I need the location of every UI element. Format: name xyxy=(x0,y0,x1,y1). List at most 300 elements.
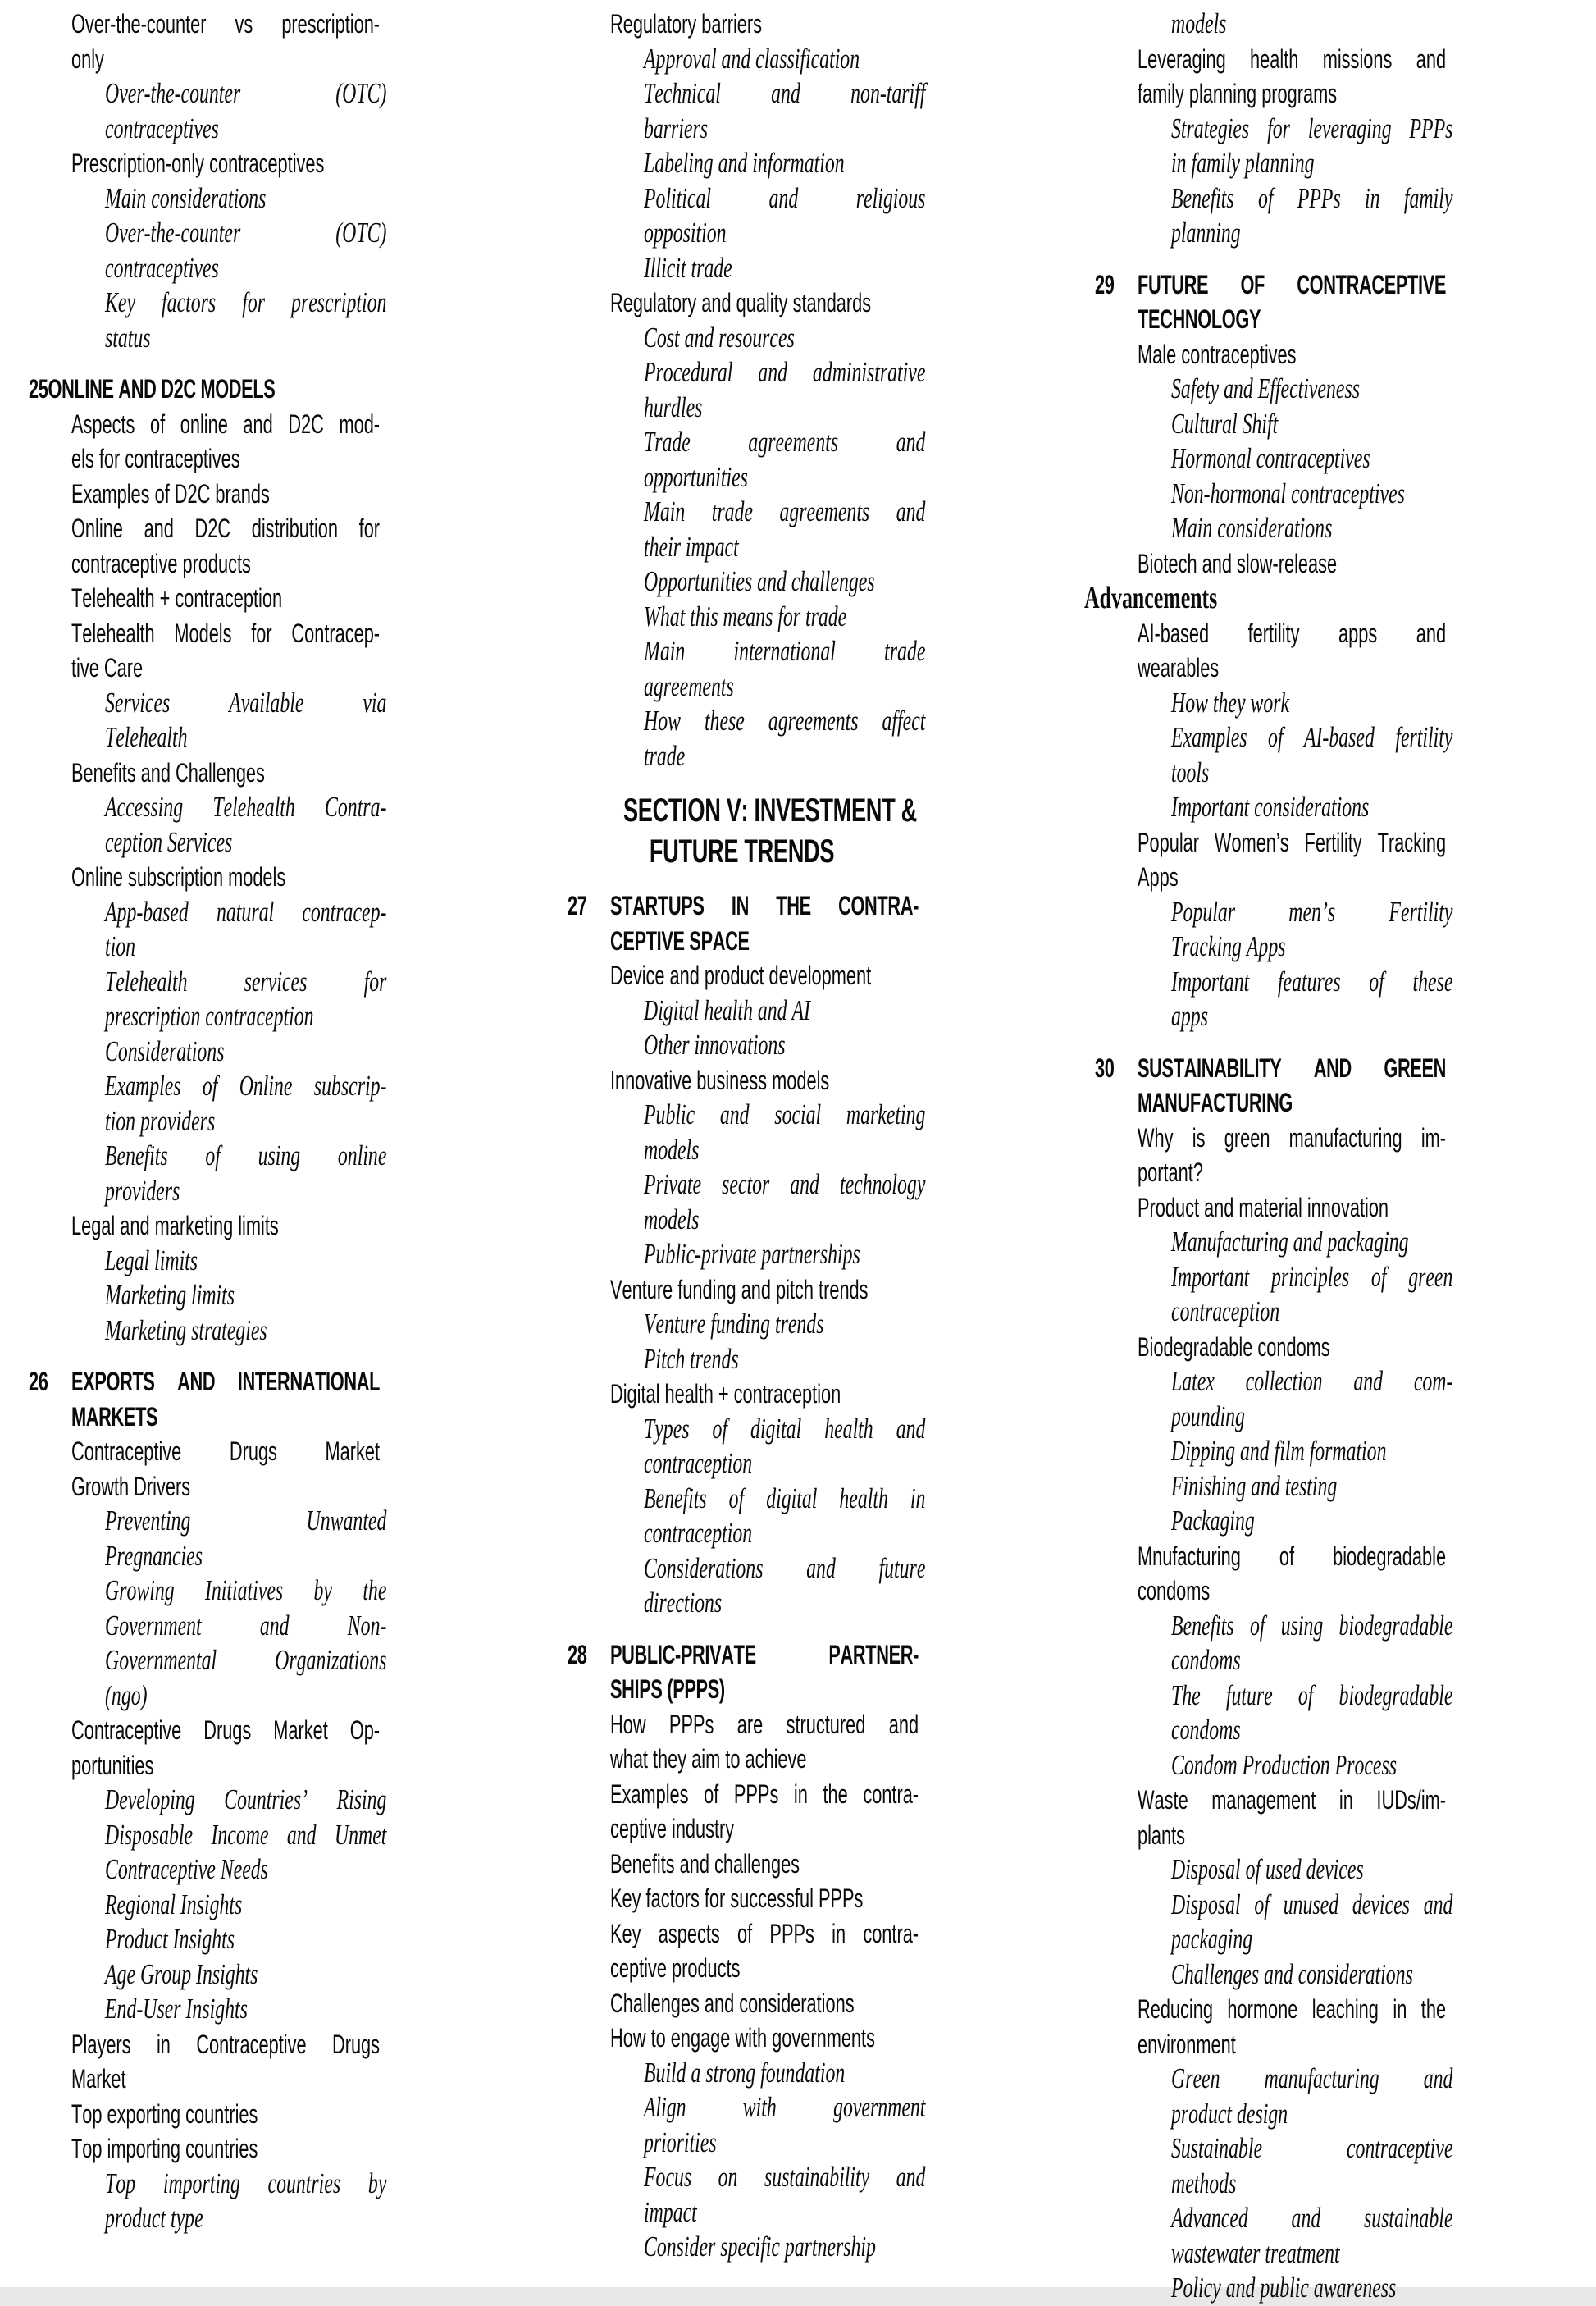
text-line: How to engage with governments xyxy=(610,2023,875,2053)
toc-subentry xyxy=(568,1412,926,1482)
text-line: How they work xyxy=(1171,686,1290,719)
text-line: Contraceptive Drugs Market xyxy=(71,1436,381,1466)
text-line: Benefits of using biodegradable xyxy=(1171,1609,1453,1642)
text-line: Cultural Shift xyxy=(1171,407,1279,440)
text-line: Examples of PPPs in the contra- xyxy=(610,1779,919,1809)
text-line: directions xyxy=(644,1587,723,1619)
text-line: models xyxy=(1171,7,1227,39)
text-line: App-based natural contracep- xyxy=(105,895,387,928)
text-line: Apps xyxy=(1138,862,1179,892)
text-line: Sustainable contraceptive xyxy=(1171,2132,1453,2164)
text-line: Key factors for successful PPPs xyxy=(610,1884,864,1913)
toc-entry xyxy=(29,407,381,477)
text-line: Dipping and film formation xyxy=(1171,1435,1387,1467)
text-line: priorities xyxy=(644,2126,717,2158)
text-line: ceptive industry xyxy=(610,1814,735,1843)
toc-chapter-heading xyxy=(29,372,381,407)
toc-column-right xyxy=(1084,7,1453,2306)
text-line: packaging xyxy=(1171,1923,1253,1955)
text-line: Align with government xyxy=(644,2091,926,2123)
text-line: Types of digital health and xyxy=(644,1412,926,1445)
toc-entry xyxy=(1095,546,1448,582)
text-line: Developing Countries’ Rising xyxy=(105,1783,387,1815)
text-line: Political and religious xyxy=(644,181,926,214)
toc-subentry xyxy=(568,495,926,564)
text-line: Regulatory barriers xyxy=(610,9,763,39)
text-line: prescription contraception xyxy=(105,1000,314,1032)
toc-entry xyxy=(1095,1783,1448,1852)
toc-subentry xyxy=(1095,1260,1453,1330)
toc-subentry xyxy=(568,1342,916,1377)
text-line: Main considerations xyxy=(1171,512,1333,544)
text-line: condoms xyxy=(1171,1714,1241,1746)
toc-subentry xyxy=(1095,686,1448,721)
toc-subentry xyxy=(29,216,387,285)
text-line: Top importing countries xyxy=(71,2134,258,2163)
toc-entry xyxy=(568,1986,916,2021)
toc-subentry xyxy=(1095,2131,1453,2201)
toc-subentry xyxy=(568,634,926,704)
chapter-number: 29 xyxy=(1095,269,1115,299)
text-line: Biodegradable condoms xyxy=(1138,1331,1330,1362)
toc-entry xyxy=(1095,1330,1448,1365)
toc-entry xyxy=(29,581,381,616)
text-line: contraception xyxy=(644,1447,753,1479)
toc-subentry xyxy=(29,1573,387,1713)
toc-subentry xyxy=(1095,441,1448,477)
toc-entry xyxy=(29,616,381,686)
toc-subentry xyxy=(568,425,926,495)
toc-entry xyxy=(568,1881,916,1916)
text-line: Benefits and challenges xyxy=(610,1848,800,1879)
text-line: Procedural and administrative xyxy=(644,356,926,388)
text-line: Other innovations xyxy=(644,1029,786,1061)
toc-subentry xyxy=(29,686,387,756)
text-line: PUBLIC-PRIVATE PARTNER- xyxy=(610,1639,919,1669)
text-line: product type xyxy=(105,2202,203,2234)
text-line: Important considerations xyxy=(1171,791,1370,823)
text-line: what they aim to achieve xyxy=(610,1744,807,1774)
text-line: Growing Initiatives by the xyxy=(105,1574,387,1606)
toc-chapter-heading xyxy=(1095,1051,1448,1121)
toc-subentry xyxy=(568,1028,916,1063)
text-line: Cost and resources xyxy=(644,321,795,354)
text-line: opportunities xyxy=(644,460,748,493)
text-line: contraceptive products xyxy=(71,548,251,578)
text-line: Players in Contraceptive Drugs xyxy=(71,2029,381,2059)
text-line: Main international trade xyxy=(644,635,926,667)
text-line: Digital health and AI xyxy=(644,993,810,1026)
text-line: Hormonal contraceptives xyxy=(1171,442,1370,474)
text-line: Consider specific partnership xyxy=(644,2231,876,2263)
toc-subentry xyxy=(29,1069,387,1139)
toc-subentry xyxy=(568,1237,916,1272)
text-line: Regional Insights xyxy=(105,1888,243,1920)
toc-entry xyxy=(1095,1539,1448,1609)
text-line: Product Insights xyxy=(105,1923,235,1955)
text-line: Labeling and information xyxy=(644,147,845,179)
text-line: models xyxy=(644,1203,700,1235)
toc-entry xyxy=(568,285,916,321)
chapter-number: 26 xyxy=(29,1367,48,1396)
text-line: Contraceptive Needs xyxy=(105,1853,268,1885)
text-line: Growth Drivers xyxy=(71,1471,191,1501)
text-line: Marketing strategies xyxy=(105,1313,267,1346)
toc-subentry xyxy=(1095,1434,1448,1469)
text-line: Disposable Income and Unmet xyxy=(105,1818,387,1851)
toc-subentry xyxy=(29,1313,381,1349)
toc-subentry xyxy=(1095,895,1453,965)
toc-subentry xyxy=(1095,1852,1448,1888)
toc-entry xyxy=(29,2131,381,2167)
toc-subentry xyxy=(1095,2201,1453,2271)
toc-subentry xyxy=(568,76,926,146)
toc-subentry xyxy=(29,1957,381,1993)
text-line: Private sector and technology xyxy=(644,1168,926,1200)
toc-subentry xyxy=(29,1783,387,1888)
toc-subentry xyxy=(29,1504,387,1573)
text-line: Main trade agreements and xyxy=(644,495,926,527)
text-line: contraceptives xyxy=(105,112,219,144)
text-line: What this means for trade xyxy=(644,600,847,632)
chapter-number: 30 xyxy=(1095,1053,1115,1083)
chapter-number: 28 xyxy=(568,1639,587,1669)
text-line: providers xyxy=(105,1174,180,1207)
text-line: Biotech and slow-release xyxy=(1138,548,1338,578)
toc-subentry xyxy=(29,1278,381,1313)
toc-entry xyxy=(568,7,916,42)
text-line: tools xyxy=(1171,756,1210,788)
text-line: in family planning xyxy=(1171,147,1315,179)
text-line: Key aspects of PPPs in contra- xyxy=(610,1918,919,1948)
text-line: contraceptives xyxy=(105,251,219,284)
text-line: SHIPS (PPPS) xyxy=(610,1674,725,1704)
text-line: Considerations xyxy=(105,1034,225,1067)
text-line: Build a strong foundation xyxy=(644,2056,846,2089)
text-line: Benefits of using online xyxy=(105,1139,387,1171)
text-line: Main considerations xyxy=(105,181,267,214)
toc-column-left xyxy=(29,7,387,2236)
text-line: Accessing Telehealth Contra- xyxy=(105,791,387,823)
toc-subentry xyxy=(568,993,916,1029)
text-line: opposition xyxy=(644,217,727,249)
toc-subentry xyxy=(1095,477,1448,512)
toc-subentry xyxy=(1095,1225,1448,1260)
text-line: Public and social marketing xyxy=(644,1098,926,1130)
toc-entry xyxy=(29,1434,381,1504)
text-line: Digital health + contraception xyxy=(610,1379,841,1409)
text-line: SUSTAINABILITY AND GREEN xyxy=(1138,1053,1447,1083)
toc-subentry xyxy=(1095,1609,1453,1678)
text-line: Condom Production Process xyxy=(1171,1748,1398,1781)
toc-subentry xyxy=(29,76,387,146)
text-line: Top importing countries by xyxy=(105,2167,387,2199)
text-line: Strategies for leveraging PPPs xyxy=(1171,112,1453,144)
toc-column-center xyxy=(568,7,926,2265)
text-line: Public-private partnerships xyxy=(644,1238,860,1270)
toc-chapter-heading xyxy=(568,888,919,958)
toc-subentry xyxy=(1095,511,1448,546)
toc-entry xyxy=(1095,616,1448,686)
toc-entry xyxy=(1095,1190,1448,1226)
text-line: STARTUPS IN THE CONTRA- xyxy=(610,891,919,920)
toc-subentry xyxy=(568,1167,926,1237)
text-line: Over-the-counter (OTC) xyxy=(105,77,387,109)
toc-subentry xyxy=(1095,372,1448,407)
text-line: ceptive products xyxy=(610,1953,741,1983)
text-line: Why is green manufacturing im- xyxy=(1138,1122,1447,1153)
text-line: apps xyxy=(1171,1000,1208,1032)
text-line: CEPTIVE SPACE xyxy=(610,925,750,956)
text-line: wearables xyxy=(1138,653,1220,683)
toc-entry xyxy=(1095,1992,1448,2062)
text-line: Examples of AI-based fertility xyxy=(1171,721,1453,753)
text-line: End-User Insights xyxy=(105,1993,248,2025)
text-line: Pregnancies xyxy=(105,1539,203,1572)
toc-entry xyxy=(568,1847,916,1882)
text-line: Contraceptive Drugs Market Op- xyxy=(71,1715,381,1745)
text-line: Venture funding and pitch trends xyxy=(610,1274,869,1304)
text-line: Important features of these xyxy=(1171,965,1453,998)
text-line: Age Group Insights xyxy=(105,1957,258,1990)
toc-entry xyxy=(1095,825,1448,895)
toc-subentry xyxy=(568,2160,926,2230)
text-line: AI-based fertility apps and xyxy=(1138,618,1447,648)
text-line xyxy=(29,372,381,407)
text-line: environment xyxy=(1138,2029,1236,2059)
text-line: planning xyxy=(1171,217,1241,249)
text-line: only xyxy=(71,43,104,74)
text-line: Disposal of used devices xyxy=(1171,1853,1364,1885)
text-line: Packaging xyxy=(1171,1505,1255,1537)
text-line: status xyxy=(105,321,151,354)
toc-subentry xyxy=(568,2230,916,2265)
text-line: Online subscription models xyxy=(71,862,286,892)
text-line: Venture funding trends xyxy=(644,1308,824,1340)
toc-subentry xyxy=(29,181,381,217)
toc-entry xyxy=(29,146,381,181)
toc-subentry xyxy=(568,355,926,425)
toc-entry xyxy=(1095,1121,1448,1190)
text-line: portant? xyxy=(1138,1158,1203,1187)
text-line: Advancements xyxy=(1084,581,1218,615)
toc-entry xyxy=(29,860,381,895)
text-line: Telehealth Models for Contracep- xyxy=(71,618,381,648)
toc-entry xyxy=(29,477,381,512)
text-line: Disposal of unused devices and xyxy=(1171,1888,1453,1920)
toc-entry xyxy=(568,1777,919,1847)
text-line: Safety and Effectiveness xyxy=(1171,372,1360,404)
text-line: Device and product development xyxy=(610,961,872,990)
text-line: trade xyxy=(644,739,686,772)
toc-entry xyxy=(29,2027,381,2097)
toc-entry xyxy=(568,958,916,993)
text-line: Considerations and future xyxy=(644,1551,926,1584)
text-line: Regulatory and quality standards xyxy=(610,288,872,317)
text-line: Benefits and Challenges xyxy=(71,757,265,788)
toc-subentry xyxy=(29,790,387,860)
text-line: Popular men’s Fertility xyxy=(1171,895,1453,928)
text-line: Approval and classification xyxy=(644,42,860,75)
text-line: pounding xyxy=(1171,1400,1245,1432)
text-line: barriers xyxy=(644,112,709,144)
toc-subentry xyxy=(29,1922,381,1957)
text-line: Product and material innovation xyxy=(1138,1192,1389,1222)
text-line: Waste management in IUDs/im- xyxy=(1138,1785,1447,1815)
toc-chapter-heading xyxy=(29,1364,381,1434)
text-line: Important principles of green xyxy=(1171,1260,1453,1293)
text-line: Policy and public awareness xyxy=(1171,2272,1397,2304)
text-line: Online and D2C distribution for xyxy=(71,514,381,543)
text-line: How PPPs are structured and xyxy=(610,1709,919,1739)
text-line: Advanced and sustainable xyxy=(1171,2202,1453,2234)
text-line: family planning programs xyxy=(1138,79,1338,108)
toc-subentry xyxy=(568,146,916,181)
toc-subentry xyxy=(1095,2271,1448,2306)
text-line: FUTURE TRENDS xyxy=(649,833,835,870)
text-line: agreements xyxy=(644,669,734,702)
toc-subentry xyxy=(568,321,916,356)
text-line: Market xyxy=(71,2064,126,2094)
toc-subentry xyxy=(568,1482,926,1551)
toc-entry xyxy=(29,1208,381,1244)
text-line: Aspects of online and D2C mod- xyxy=(71,409,381,439)
toc-subentry xyxy=(1095,1504,1448,1539)
toc-subentry xyxy=(1095,1748,1448,1783)
toc-subentry xyxy=(29,1992,381,2027)
text-line: els for contraceptives xyxy=(71,444,240,473)
toc-entry xyxy=(568,1916,919,1986)
text-line: Legal limits xyxy=(105,1244,198,1276)
toc-subentry xyxy=(1095,1364,1453,1434)
text-line: condoms xyxy=(1138,1576,1211,1605)
toc-subentry xyxy=(1095,965,1453,1034)
toc-entry xyxy=(568,2021,916,2056)
text-line: Marketing limits xyxy=(105,1279,235,1311)
text-line: TECHNOLOGY xyxy=(1138,304,1261,334)
text-line: Opportunities and challenges xyxy=(644,565,875,597)
toc-subentry xyxy=(1095,1469,1448,1505)
text-line: Focus on sustainability and xyxy=(644,2161,926,2193)
toc-chapter-heading xyxy=(1095,267,1448,337)
text-line: Mnufacturing of biodegradable xyxy=(1138,1541,1447,1571)
text-line: MARKETS xyxy=(71,1401,158,1432)
text-line: Challenges and considerations xyxy=(610,1988,855,2018)
toc-entry xyxy=(1095,42,1448,112)
toc-subentry xyxy=(568,2056,916,2091)
text-line: tion providers xyxy=(105,1104,216,1137)
toc-subentry xyxy=(568,42,916,77)
text-line: models xyxy=(644,1133,700,1166)
text-line: Over-the-counter vs prescription- xyxy=(71,9,381,39)
text-line: hurdles xyxy=(644,390,703,423)
toc-subentry xyxy=(1095,407,1448,442)
text-line: Latex collection and com- xyxy=(1171,1365,1453,1397)
text-line: Examples of Online subscrip- xyxy=(105,1070,387,1102)
toc-entry xyxy=(568,1272,916,1308)
text-line: Pitch trends xyxy=(644,1342,739,1375)
toc-subentry xyxy=(1095,1888,1453,1957)
toc-subentry xyxy=(568,251,916,286)
toc-subentry xyxy=(29,965,387,1034)
toc-entry xyxy=(29,7,381,76)
toc-entry-bold-serif xyxy=(1084,581,1448,616)
text-line: Reducing hormone leaching in the xyxy=(1138,1994,1447,2024)
text-line: SECTION V: INVESTMENT & xyxy=(623,792,917,829)
toc-subentry xyxy=(29,2167,387,2236)
toc-subentry xyxy=(1095,112,1453,181)
text-line: Leveraging health missions and xyxy=(1138,43,1447,74)
text-line: impact xyxy=(644,2195,697,2228)
text-line: Illicit trade xyxy=(644,251,732,284)
chapter-title: ONLINE AND D2C MODELS xyxy=(48,374,276,404)
toc-entry xyxy=(29,1713,381,1783)
text-line: ception Services xyxy=(105,825,233,858)
text-line: Preventing Unwanted xyxy=(105,1505,387,1537)
text-line: MANUFACTURING xyxy=(1138,1088,1293,1117)
toc-subentry xyxy=(568,564,916,600)
text-line: Examples of D2C brands xyxy=(71,478,270,509)
text-line: FUTURE OF CONTRACEPTIVE xyxy=(1138,269,1447,299)
text-line: Non-hormonal contraceptives xyxy=(1171,477,1405,509)
toc-entry xyxy=(568,1063,916,1098)
toc-entry xyxy=(29,2097,381,2132)
text-line: (ngo) xyxy=(105,1678,148,1711)
text-line: Telehealth + contraception xyxy=(71,583,283,613)
toc-subentry xyxy=(568,1551,926,1621)
toc-subentry xyxy=(1095,1678,1453,1748)
toc-subentry xyxy=(568,1098,926,1167)
toc-subentry xyxy=(1095,2062,1453,2131)
text-line: condoms xyxy=(1171,1644,1241,1676)
toc-subentry xyxy=(29,1139,387,1208)
chapter-number: 25 xyxy=(29,374,48,404)
text-line: contraception xyxy=(644,1517,753,1549)
toc-subentry xyxy=(1095,7,1448,42)
text-line: Over-the-counter (OTC) xyxy=(105,217,387,249)
toc-subentry xyxy=(1095,790,1448,825)
text-line: Benefits of PPPs in family xyxy=(1171,181,1453,214)
toc-subentry xyxy=(1095,181,1453,251)
toc-subentry xyxy=(29,1034,381,1070)
toc-entry xyxy=(568,1377,916,1412)
chapter-number: 27 xyxy=(568,891,587,920)
toc-entry xyxy=(568,1707,919,1777)
toc-subentry xyxy=(29,1244,381,1279)
toc-subentry xyxy=(568,600,916,635)
toc-subentry xyxy=(1095,1957,1448,1993)
toc-entry xyxy=(29,511,381,581)
text-line: Key factors for prescription xyxy=(105,286,387,318)
text-line: wastewater treatment xyxy=(1171,2236,1340,2269)
text-line: Trade agreements and xyxy=(644,426,926,458)
text-line: Top exporting countries xyxy=(71,2098,258,2129)
text-line: Benefits of digital health in xyxy=(644,1482,926,1514)
text-line: methods xyxy=(1171,2167,1237,2199)
text-line: Telehealth services for xyxy=(105,965,387,998)
toc-entry xyxy=(1095,337,1448,372)
text-line: Prescription-only contraceptives xyxy=(71,148,325,178)
toc-subentry xyxy=(29,285,387,355)
toc-section-heading xyxy=(568,790,916,872)
text-line: tion xyxy=(105,930,136,962)
text-line: contraception xyxy=(1171,1295,1280,1327)
text-line: Telehealth xyxy=(105,721,188,753)
text-line: How these agreements affect xyxy=(644,705,926,737)
text-line: Technical and non-tariff xyxy=(644,77,926,109)
text-line: tive Care xyxy=(71,653,144,683)
toc-chapter-heading xyxy=(568,1637,919,1707)
